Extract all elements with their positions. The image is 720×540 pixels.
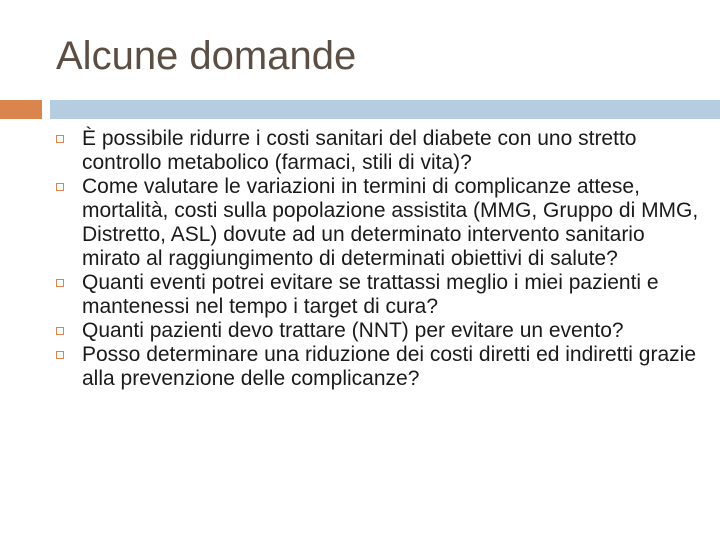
square-bullet-icon [56,183,64,191]
title-accent-bar [0,100,42,119]
bullet-item [56,319,706,343]
bullet-text: È possibile ridurre i costi sanitari del diabete con uno stretto controllo metabolico (farmaci, stili di vita)? [82,127,637,174]
bullet-text: Come valutare le variazioni in termini di complicanze attese, mortalità, costi sulla popolazione assistita (MMG, Gruppo di MMG, Distretto, ASL) dovute ad un determinato intervento sanitario mirato al raggiungimento di determinati obiettivi di salute? [82,175,699,270]
bullet-text: Quanti pazienti devo trattare (NNT) per evitare un evento? [82,319,624,342]
title-underline-bar [50,100,720,119]
bullet-item [56,271,706,319]
square-bullet-icon [56,279,64,287]
square-bullet-icon [56,327,64,335]
square-bullet-icon [56,351,64,359]
bullet-item [56,175,706,271]
slide-title: Alcune domande [56,34,357,78]
bullet-text: Quanti eventi potrei evitare se trattassi meglio i miei pazienti e mantenessi nel tempo i target di cura? [82,271,659,318]
bullet-text: Posso determinare una riduzione dei costi diretti ed indiretti grazie alla prevenzione delle complicanze? [82,343,696,390]
bullet-item [56,127,706,175]
square-bullet-icon [56,135,64,143]
bullet-list [56,127,706,391]
bullet-item [56,343,706,391]
